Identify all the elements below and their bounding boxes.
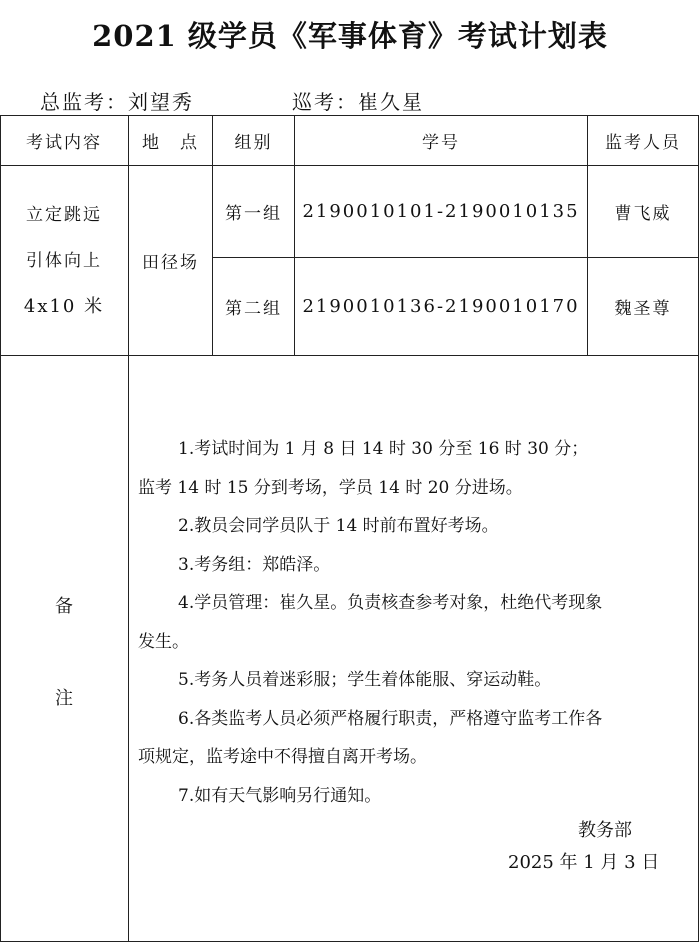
group-1-invigilator: 曹飞威 (614, 204, 672, 224)
group-2-invigilator: 魏圣尊 (614, 299, 672, 319)
remarks-label-top: 备 (55, 596, 73, 617)
header-invigilator: 监考人员 (605, 133, 681, 153)
header-student-id: 学号 (422, 133, 460, 153)
group-2-ids: 2190010136-2190010170 (302, 296, 580, 317)
note-line: 项规定，监考途中不得擅自离开考场。 (138, 747, 427, 767)
issue-date: 2025 年 1 月 3 日 (508, 852, 660, 873)
remarks-label-bottom: 注 (55, 688, 73, 709)
remarks-notes (138, 430, 690, 815)
header-location: 地 点 (142, 133, 199, 153)
schedule-bottom-border (0, 355, 699, 356)
note-line: 6.各类监考人员必须严格履行职责，严格遵守监考工作各 (178, 708, 603, 729)
note-line: 3.考务组：郑皓泽。 (178, 554, 331, 575)
header-group: 组别 (234, 133, 273, 153)
exam-content-cell (0, 166, 128, 355)
note-line: 2.教员会同学员队于 14 时前布置好考场。 (178, 516, 499, 536)
exam-item: 立定跳远 (26, 204, 102, 225)
note-line: 7.如有天气影响另行通知。 (178, 785, 382, 806)
chief-invigilator: 总监考：刘望秀 (40, 90, 194, 114)
page-title: 2021 级学员《军事体育》考试计划表 (92, 19, 608, 53)
exam-item: 引体向上 (26, 250, 102, 271)
issuer-signature: 教务部 (578, 820, 632, 841)
note-line: 监考 14 时 15 分到考场，学员 14 时 20 分进场。 (138, 477, 523, 498)
table-bottom-border (0, 941, 699, 942)
note-line: 5.考务人员着迷彩服；学生着体能服、穿运动鞋。 (178, 670, 552, 690)
patrol-invigilator: 巡考：崔久星 (292, 90, 424, 114)
note-line: 4.学员管理：崔久星。负责核查参考对象，杜绝代考现象 (178, 593, 603, 613)
table-right-border (698, 115, 699, 942)
group-2-name: 第二组 (225, 299, 282, 319)
exam-item: 4x10 米 (23, 295, 105, 317)
note-line: 发生。 (138, 631, 189, 652)
note-line: 1.考试时间为 1 月 8 日 14 时 30 分至 16 时 30 分； (178, 439, 589, 459)
group-1-ids: 2190010101-2190010135 (302, 201, 580, 222)
group-1-name: 第一组 (225, 204, 282, 224)
location-cell: 田径场 (142, 253, 199, 273)
header-content: 考试内容 (26, 133, 102, 153)
